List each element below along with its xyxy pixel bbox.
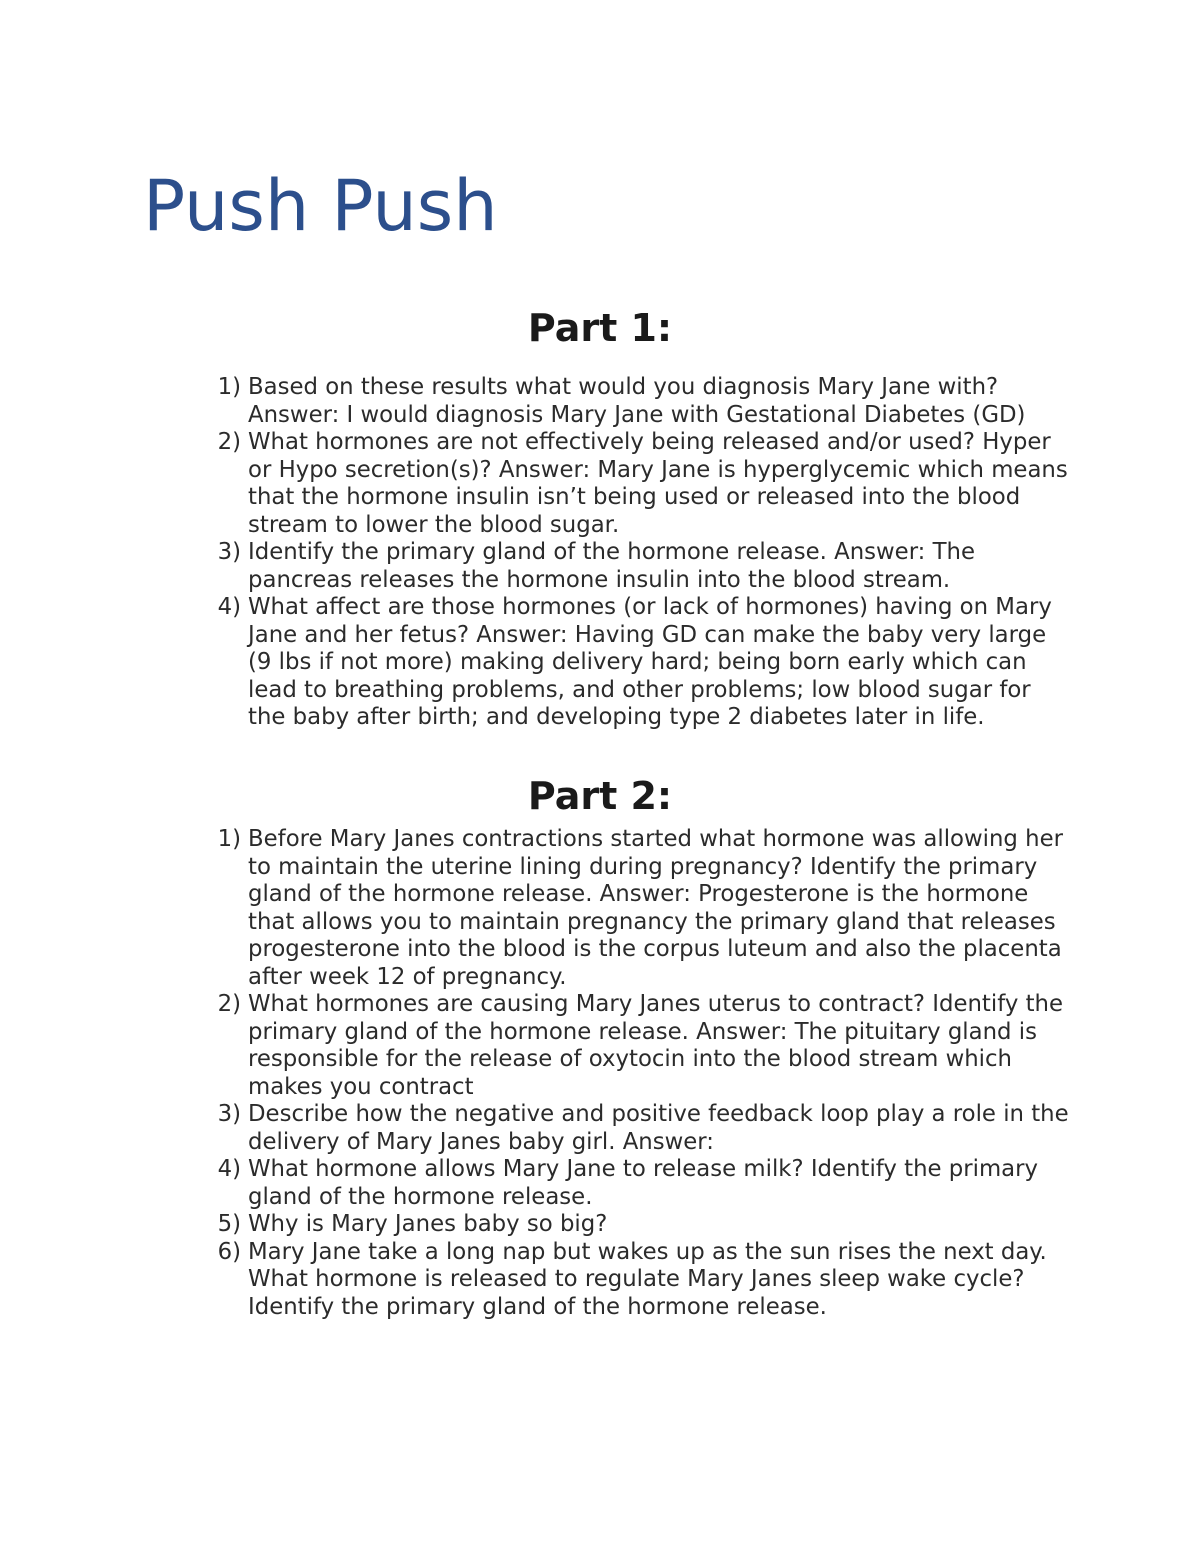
part-2-question-6 [205,1239,1075,1322]
question-text: What affect are those hormones (or lack of hormones) having on Mary Jane and her fetus? Answer: Having GD can make the baby very large (9 lbs if not more) making delivery hard; being born early which can lead to breathing problems, and other problems; low blood sugar for the baby after birth; and developing type 2 diabetes later in life. [248,594,1052,730]
question-text: Mary Jane take a long nap but wakes up as the sun rises the next day. What hormone is released to regulate Mary Janes sleep wake cycle? Identify the primary gland of the hormone release. [248,1238,1047,1320]
question-text: What hormones are causing Mary Janes uterus to contract? Identify the primary gland of the hormone release. Answer: The pituitary gland is responsible for the release of oxytocin into the blood stream which makes you contract [248,991,1063,1100]
question-number: 1) [217,374,241,400]
part-2-question-5 [205,1211,1075,1239]
part-1-question-list [205,374,1075,732]
part-2-question-list [205,826,1075,1321]
question-number: 6) [217,1238,241,1265]
part-2-question-3 [205,1101,1075,1156]
question-text: Before Mary Janes contractions started what hormone was allowing her to maintain the uterine lining during pregnancy? Identify the primary gland of the hormone release. Answer: Progesterone is the hormone that allows you to maintain pregnancy the primary gland that releases progesterone into the blood is the corpus luteum and also the placenta after week 12 of pregnancy. [248,826,1063,990]
part-1-question-1 [205,374,1075,429]
part-1-question-4 [205,594,1075,732]
part-2-heading: Part 2: [527,774,673,818]
part-1-question-3 [205,539,1075,594]
question-number: 1) [217,826,241,852]
question-text: Based on these results what would you diagnosis Mary Jane with? Answer: I would diagnosis Mary Jane with Gestational Diabetes (GD) [248,374,1026,428]
question-text: What hormones are not effectively being released and/or used? Hyper or Hypo secretion(s)? Answer: Mary Jane is hyperglycemic which means that the hormone insulin isn’t being used or released into the blood stream to lower the blood sugar. [248,429,1068,538]
document-title: Push Push [143,165,498,247]
question-text: What hormone allows Mary Jane to release milk? Identify the primary gland of the hormone release. [248,1156,1039,1210]
question-number: 3) [217,539,241,565]
question-text: Identify the primary gland of the hormone release. Answer: The pancreas releases the hormone insulin into the blood stream. [248,539,975,593]
question-text: Why is Mary Janes baby so big? [248,1211,608,1237]
question-number: 2) [217,429,241,455]
part-2-question-2 [205,991,1075,1101]
question-number: 2) [217,991,241,1017]
question-number: 5) [217,1211,241,1237]
part-2-question-1 [205,826,1075,991]
part-1-question-2 [205,429,1075,539]
part-1-heading: Part 1: [527,306,673,350]
question-number: 3) [217,1101,241,1127]
question-text: Describe how the negative and positive feedback loop play a role in the delivery of Mary Janes baby girl. Answer: [248,1101,1069,1155]
question-number: 4) [217,594,241,620]
question-number: 4) [217,1156,241,1182]
part-2-question-4 [205,1156,1075,1211]
